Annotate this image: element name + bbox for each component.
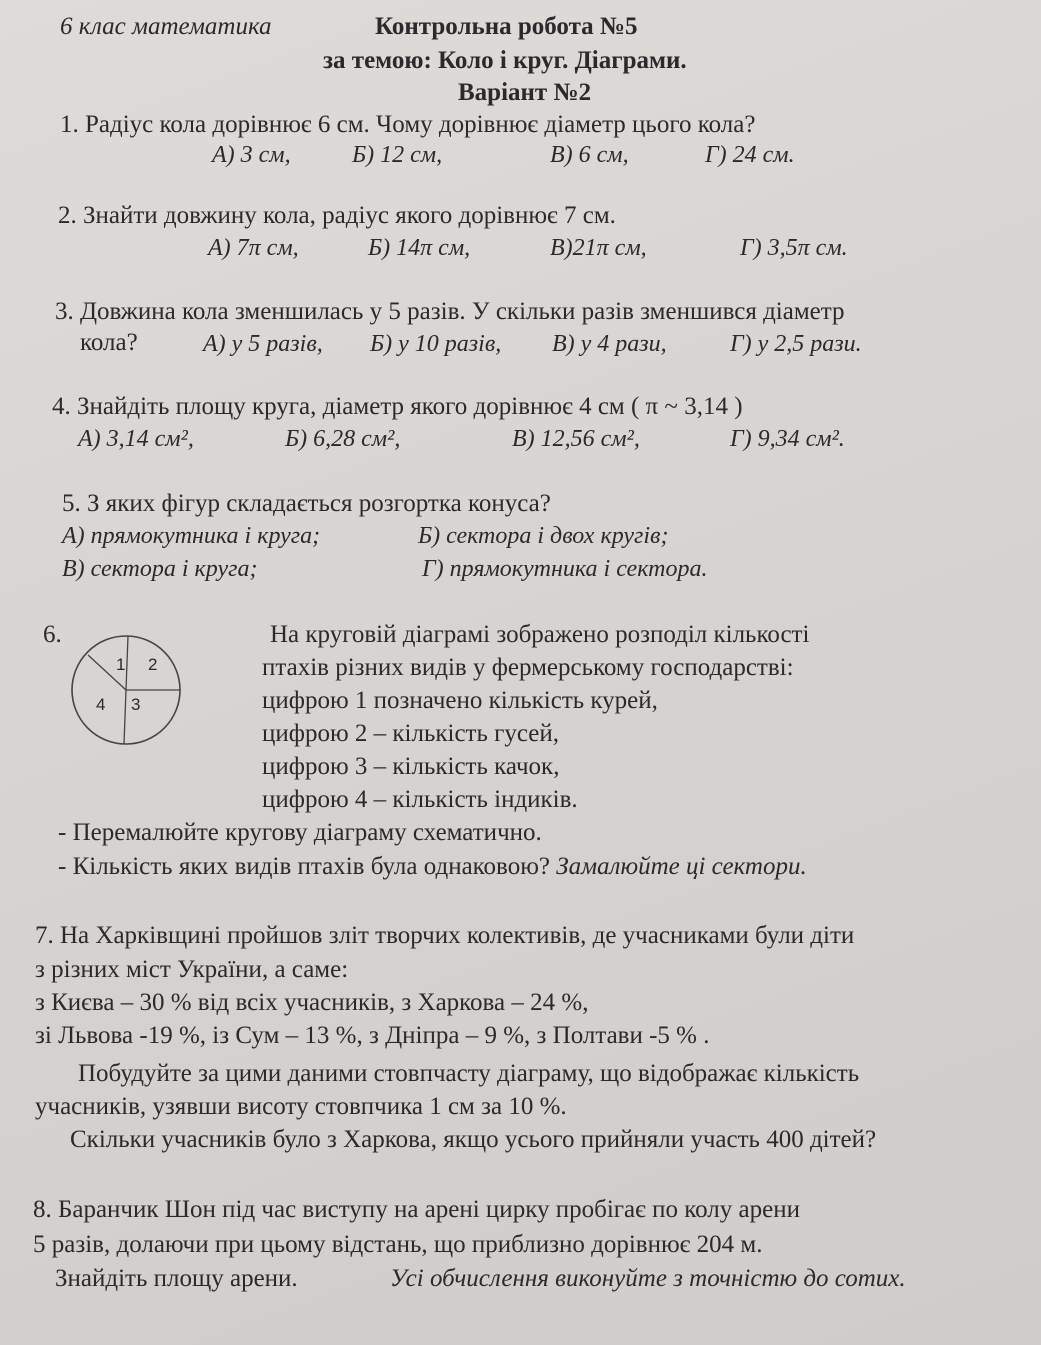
q6-line: цифрою 2 – кількість гусей, bbox=[262, 720, 559, 747]
q6-line: На круговій діаграмі зображено розподіл кількості bbox=[270, 621, 810, 648]
q6-task-text: - Кількість яких видів птахів була однаковою? bbox=[58, 853, 550, 880]
q8-line: Знайдіть площу арени. bbox=[55, 1265, 298, 1292]
q4-option: Г) 9,34 см². bbox=[730, 426, 845, 452]
q1-option: А) 3 см, bbox=[212, 142, 291, 168]
q6-number: 6. bbox=[43, 621, 62, 648]
pie-divider bbox=[124, 690, 126, 744]
q1-text: 1. Радіус кола дорівнює 6 см. Чому дорівнює діаметр цього кола? bbox=[60, 111, 756, 138]
q2-option: Г) 3,5π см. bbox=[740, 235, 848, 261]
q1-option: В) 6 см, bbox=[550, 142, 629, 168]
q8-line: 8. Баранчик Шон під час виступу на арені цирку пробігає по колу арени bbox=[33, 1196, 800, 1223]
q7-line: учасників, узявши висоту стовпчика 1 см за 10 %. bbox=[35, 1093, 567, 1120]
pie-diagram bbox=[62, 625, 192, 755]
q5-option: Г) прямокутника і сектора. bbox=[422, 556, 708, 582]
q1-option: Г) 24 см. bbox=[705, 142, 795, 168]
grade-label: 6 клас математика bbox=[60, 13, 272, 40]
q4-option: В) 12,56 см², bbox=[512, 426, 640, 452]
q4-option: А) 3,14 см², bbox=[78, 426, 194, 452]
q6-line: цифрою 1 позначено кількість курей, bbox=[262, 687, 658, 714]
q5-text: 5. З яких фігур складається розгортка конуса? bbox=[62, 490, 551, 517]
q2-option: В)21π см, bbox=[550, 235, 647, 261]
q3-option: Г) у 2,5 рази. bbox=[730, 331, 862, 357]
page-title: Контрольна робота №5 bbox=[375, 13, 638, 40]
q7-line: 7. На Харківщині пройшов зліт творчих колективів, де учасниками були діти bbox=[35, 922, 855, 949]
q8-note: Усі обчислення виконуйте з точністю до сотих. bbox=[390, 1265, 906, 1292]
q3-option: Б) у 10 разів, bbox=[370, 331, 502, 357]
q6-line: цифрою 4 – кількість індиків. bbox=[262, 786, 578, 813]
q2-option: А) 7π см, bbox=[208, 235, 299, 261]
q7-line: з різних міст України, а саме: bbox=[35, 956, 349, 983]
q3-option: А) у 5 разів, bbox=[203, 331, 323, 357]
q6-task-italic: Замалюйте ці сектори. bbox=[556, 853, 807, 880]
pie-label: 3 bbox=[131, 695, 141, 714]
q6-line: цифрою 3 – кількість качок, bbox=[262, 753, 560, 780]
q5-option: В) сектора і круга; bbox=[62, 556, 258, 582]
q6-line: птахів різних видів у фермерському господарстві: bbox=[262, 654, 794, 681]
q5-option: Б) сектора і двох кругів; bbox=[418, 523, 669, 549]
q2-option: Б) 14π см, bbox=[368, 235, 471, 261]
q7-line: з Києва – 30 % від всіх учасників, з Харкова – 24 %, bbox=[35, 989, 589, 1016]
q1-option: Б) 12 см, bbox=[352, 142, 443, 168]
q7-line: Побудуйте за цими даними стовпчасту діаграму, що відображає кількість bbox=[78, 1060, 860, 1087]
q6-task bbox=[58, 852, 807, 882]
q4-text: 4. Знайдіть площу круга, діаметр якого дорівнює 4 см ( π ~ 3,14 ) bbox=[52, 393, 743, 420]
q6-task: - Перемалюйте кругову діаграму схематично. bbox=[58, 819, 542, 846]
variant: Варіант №2 bbox=[458, 79, 592, 106]
q4-option: Б) 6,28 см², bbox=[285, 426, 401, 452]
q3-text2: кола? bbox=[80, 329, 138, 356]
q5-option: А) прямокутника і круга; bbox=[62, 523, 321, 549]
q7-line: зі Львова -19 %, із Сум – 13 %, з Дніпра – 9 %, з Полтави -5 % . bbox=[35, 1022, 710, 1049]
q8-line: 5 разів, долаючи при цьому відстань, що приблизно дорівнює 204 м. bbox=[33, 1231, 763, 1258]
pie-divider bbox=[126, 636, 128, 690]
pie-label: 1 bbox=[116, 655, 126, 674]
q2-text: 2. Знайти довжину кола, радіус якого дорівнює 7 см. bbox=[58, 202, 616, 229]
q3-option: В) у 4 рази, bbox=[552, 331, 667, 357]
q7-line: Скільки учасників було з Харкова, якщо усього прийняли участь 400 дітей? bbox=[70, 1126, 877, 1153]
pie-label: 4 bbox=[96, 695, 106, 714]
topic: за темою: Коло і круг. Діаграми. bbox=[323, 47, 687, 74]
q3-text: 3. Довжина кола зменшилась у 5 разів. У скільки разів зменшився діаметр bbox=[55, 298, 845, 325]
pie-label: 2 bbox=[148, 655, 158, 674]
